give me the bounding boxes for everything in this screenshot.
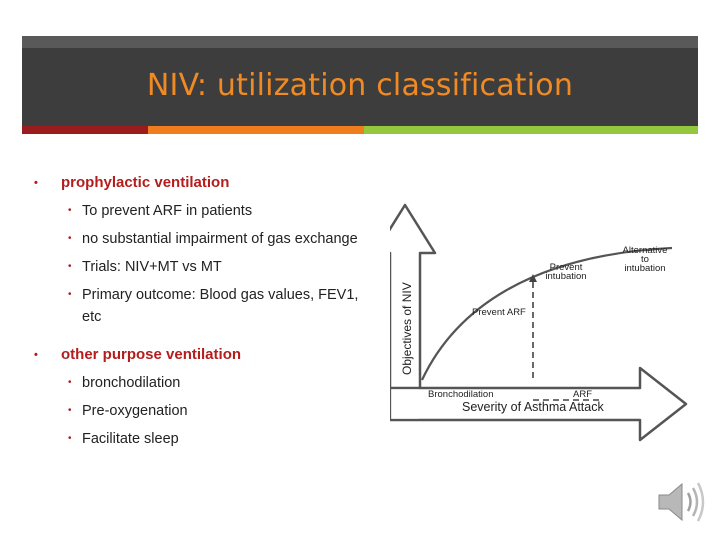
list-item xyxy=(34,428,374,450)
label-prevent: Prevent xyxy=(549,262,583,273)
bullet-dot: • xyxy=(68,289,72,300)
label-prevent-arf: Prevent ARF xyxy=(472,307,526,318)
bullet-heading-text: other purpose ventilation xyxy=(61,346,242,363)
bullet-dot: • xyxy=(68,233,72,244)
list-item-text: Trials: NIV+MT vs MT xyxy=(82,259,222,275)
bullet-list xyxy=(34,172,374,450)
bullet-heading-text: prophylactic ventilation xyxy=(61,174,230,191)
list-item xyxy=(34,256,374,278)
label-prevent-intubation: intubation xyxy=(545,271,587,282)
speaker-icon[interactable] xyxy=(655,476,709,528)
slide-title: NIV: utilization classification xyxy=(146,68,574,103)
bullet-dot: • xyxy=(68,405,72,416)
niv-objectives-diagram xyxy=(390,200,690,450)
list-item xyxy=(34,372,374,394)
label-arf: ARF xyxy=(573,389,592,400)
list-item-text: Facilitate sleep xyxy=(82,431,179,447)
x-axis-label: Severity of Asthma Attack xyxy=(462,400,604,414)
label-alternative-intubation: intubation xyxy=(624,263,666,274)
list-item xyxy=(34,400,374,422)
label-alternative-to: to xyxy=(641,254,649,265)
bullet-dot: • xyxy=(68,261,72,272)
list-item-text: no substantial impairment of gas exchange xyxy=(82,231,358,247)
list-item-text: To prevent ARF in patients xyxy=(82,203,253,219)
arrow-joint xyxy=(391,389,418,418)
label-bronchodilation: Bronchodilation xyxy=(428,389,494,400)
label-alternative: Alternative xyxy=(622,245,668,256)
list-item-text: Pre-oxygenation xyxy=(82,403,188,419)
accent-bar-orange xyxy=(148,126,364,134)
bullet-heading-prophylactic xyxy=(34,172,374,194)
accent-bar-red xyxy=(22,126,148,134)
accent-bar-green xyxy=(364,126,698,134)
list-item-text: Primary outcome: Blood gas values, FEV1, etc xyxy=(82,287,359,325)
bullet-dot: • xyxy=(68,377,72,388)
list-item xyxy=(34,284,374,328)
list-item xyxy=(34,228,374,250)
title-top-strip xyxy=(22,36,698,48)
bullet-dot: • xyxy=(68,205,72,216)
list-item xyxy=(34,200,374,222)
bullet-dot: • xyxy=(34,177,38,189)
bullet-dot: • xyxy=(34,349,38,361)
list-item-text: bronchodilation xyxy=(82,375,181,391)
bullet-dot: • xyxy=(68,433,72,444)
bullet-heading-other xyxy=(34,344,374,366)
title-bar xyxy=(22,36,698,126)
y-axis-label: Objectives of NIV xyxy=(400,282,414,375)
